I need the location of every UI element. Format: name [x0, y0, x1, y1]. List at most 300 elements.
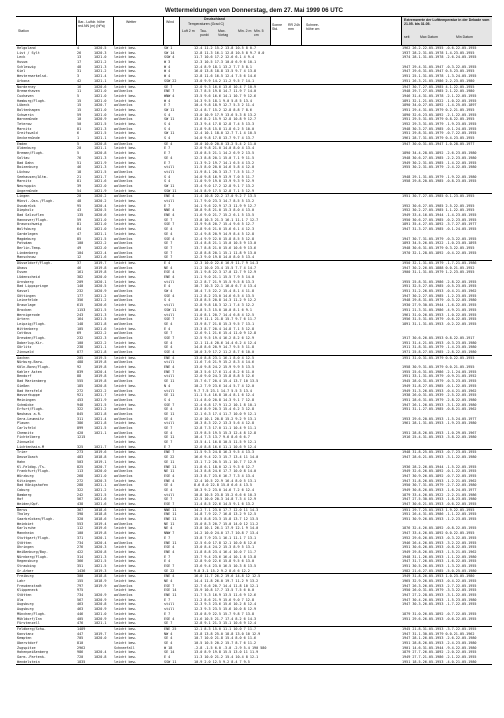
measurements: 11.8 9.8 15.8 11.8 6.2 5 10.0 [194, 126, 255, 131]
station-name: Würzburg [17, 473, 34, 478]
measurements: 13.4 9.0 17.2 12.8 9.1 7 13.2 [194, 183, 255, 188]
air-pressure: 1021.8 [94, 421, 107, 426]
weather: leicht bew. [114, 369, 137, 374]
measurements: 12.0 9.8 21.0 14.0 8.0 4 13.4 [194, 146, 255, 151]
station-name: Bad Marienberg [17, 379, 46, 384]
weather: leicht bew. [114, 607, 137, 612]
station-name: Frankfurt/Flugh. [17, 469, 51, 474]
air-pressure: 1021.2 [94, 293, 107, 298]
air-pressure: 1019.5 [94, 355, 107, 360]
extremes: 1951 28.8.26.05.1953 -2.4.23.05.1980 [402, 640, 477, 645]
extremes: 1946 26.4.26.05.1953 -3.2.22.05.1955 [402, 540, 477, 545]
station-height: 438 [77, 502, 84, 506]
measurements: 13.0 9.8 24.2 15.9 9.9 5 13.5 [194, 365, 255, 370]
station-name: Zinnwald [17, 350, 34, 354]
extremes: 1948 31.1.26.05.1953 -1.1.22.05.1980 [402, 554, 477, 559]
wind: E 7 [164, 444, 171, 449]
extremes: 1947 30.7.31.05.1979 -0.3.22.05.1955 [402, 236, 477, 241]
station-name: Tholey [17, 512, 30, 517]
wind: ESE 14 [164, 588, 177, 593]
air-pressure: 1021.0 [94, 55, 107, 60]
station-height: 975 [77, 588, 84, 593]
measurements: 13.3 9.4 17.8 12.8 7.4 5 13.3 [194, 122, 255, 126]
air-pressure: 1021.0 [94, 611, 107, 616]
measurements: 13.6 9.4 23.0 16.5 10.3 8 13.5 [194, 563, 257, 568]
table-row [16, 445, 492, 450]
wind: E 4 [164, 260, 171, 265]
extremes: 1948 29.1.31.05.1979 -1.9.22.05.1980 [402, 174, 477, 179]
weather: leicht bew. [114, 435, 137, 440]
wind: ENE 7 [164, 89, 175, 94]
col-hoehe: Bar.- Luftdr. höhe red.NN (m) (hPa) [78, 20, 105, 28]
station-name: Ulm [17, 597, 24, 602]
station-height: 18 [77, 169, 82, 174]
extremes: 1951 29.5.31.05.1979 0.8.22.05.1955 [402, 117, 475, 122]
station-height: 273 [77, 450, 84, 455]
station-height: 272 [77, 478, 84, 483]
wind: SE 11 [164, 459, 175, 464]
weather: leicht bew. [114, 355, 137, 360]
air-pressure: 1020.3 [94, 478, 107, 483]
weather: leicht bew. [114, 146, 137, 151]
wind: SE 4 [164, 345, 173, 350]
weather: wolkenlos [114, 416, 133, 421]
station-name: Klippeneck [17, 588, 38, 593]
extremes: 1949 31.8.27.05.1985 -0.1.22.05.1955 [402, 383, 477, 388]
station-height: 356 [77, 298, 84, 303]
extremes: 1947 30.2.26.05.1888 0.0.21.05.1952 [402, 265, 475, 270]
wind: SE 4 [164, 340, 173, 345]
weather: leicht bew. [114, 640, 137, 645]
station-name: Köln-Bonn/Flugh. [17, 365, 51, 370]
station-height: 100 [77, 531, 84, 536]
air-pressure: 1020.2 [94, 194, 107, 199]
col-luft: Luft 2 m [182, 29, 195, 33]
wind: E 7 [164, 103, 171, 108]
air-pressure: 1021.3 [94, 64, 107, 69]
station-name: München/Flugh. [17, 611, 46, 616]
measurements: 11.3 9.2 19.7 14.1 6.5 4 13.2 [194, 160, 255, 165]
wind: W 4 [164, 64, 171, 69]
wind: SSE 7 [164, 402, 175, 407]
station-height: 17 [77, 60, 82, 65]
air-pressure: 1021.4 [94, 74, 107, 79]
station-name: Soltau [17, 155, 30, 160]
air-pressure: 1019.1 [94, 459, 107, 464]
station-group [16, 85, 492, 142]
station-height: 54 [77, 188, 82, 193]
weather: leicht bew. [114, 383, 137, 388]
air-pressure: 1021.2 [94, 298, 107, 303]
extremes: 1952 29.3.31.05.1979 -1.9.23.05.1955 [402, 122, 477, 126]
station-height: 4 [77, 46, 80, 50]
extremes: 1945 28.0.31.05.1979 -0.3.23.05.1955 [402, 379, 477, 384]
station-name: Oldenburg [17, 146, 36, 151]
station-name: Nürburg-Barw. [17, 360, 44, 365]
station-name: Wendelstein [17, 659, 40, 664]
wind: W 4 [164, 69, 171, 74]
extremes: 1956 31.5.31.05.1979 -0.6.22.05.1955 [402, 317, 477, 322]
extremes: 1951 29.6.26.05.1953 -0.6.22.05.1955 [402, 616, 477, 621]
air-pressure: 1020.8 [94, 141, 107, 146]
measurements: 12.6 9.1 21.6 15.4 11.0 9 12.8 [194, 331, 257, 336]
station-name: Deuselbach [17, 455, 38, 460]
station-name: Aachen [17, 355, 30, 360]
weather: wolkenlos [114, 298, 133, 303]
wind: ESE 7 [164, 583, 175, 588]
station-height: 113 [77, 469, 84, 474]
measurements: 14.0 9.8 17.8 13.7 9.7 4 13.7 [194, 136, 255, 141]
weather: wolkenlos [114, 255, 133, 260]
extremes: 1951 18.5.26.05.1953 -4.0.21.05.1980 [402, 659, 477, 664]
station-height: 161 [77, 270, 84, 275]
extremes: 1951 31.4.21.05.1953 -0.3.23.05.1980 [402, 340, 477, 345]
wind: E 7 [164, 597, 171, 602]
station-height: 104 [77, 250, 84, 255]
measurements: 12.2 8.7 21.9 15.5 9.5 8 13.3 [194, 279, 255, 284]
extremes: 1952 30.6.27.05.1985 2.5.22.05.1955 [402, 203, 475, 208]
station-name: Hannover/Flugh. [17, 217, 49, 222]
weather: leicht bew. [114, 55, 137, 60]
station-name: Stuttgart/Flugh. [17, 535, 51, 540]
air-pressure: 1019.8 [94, 360, 107, 365]
wind: ENE 4 [164, 355, 175, 360]
extremes: 1879 27.7.26.05.1892 -2.0.22.05.1955 [402, 650, 477, 655]
air-pressure: 1020.9 [94, 289, 107, 294]
station-height: 135 [77, 213, 84, 218]
station-height: 81 [77, 179, 82, 184]
air-pressure: 1021.5 [94, 559, 107, 564]
station-name: Schleswig [17, 64, 36, 69]
measurements: 10.9 2.0 12.5 9.2 8.4 7 9.5 [194, 659, 250, 664]
weather: leicht bew. [114, 616, 137, 621]
station-height: 42 [77, 78, 82, 83]
col-wind: Wind [166, 20, 174, 24]
measurements: 11.8 8.8 23.4 16.4 10.0 7 11.7 [194, 549, 257, 554]
wind: NE 4 [164, 265, 173, 270]
air-pressure: 1021.5 [94, 426, 107, 430]
extremes: 1951 28.8.26.05.1953 -1.0.29.05.1967 [402, 430, 477, 435]
station-height: 899 [77, 426, 84, 430]
weather: leicht bew. [114, 365, 137, 370]
measurements: 13.0 8.4 24.2 15.3 8.9 5 13.1 [194, 545, 255, 550]
extremes: 1951 26.3.21.05.1986 2.2.23.05.1980 [402, 78, 475, 83]
weather: leicht bew. [114, 487, 137, 492]
extremes: 1947 30.3.26.05.1953 -1.7.22.05.1955 [402, 602, 477, 607]
air-pressure: 1021.0 [94, 98, 107, 103]
station-name: Diepholz [17, 208, 34, 213]
station-name: Helgoland [17, 46, 36, 50]
station-height: 734 [77, 540, 84, 545]
station-name: Lüdenscheid [17, 275, 40, 279]
station-height: 320 [77, 517, 84, 522]
weather: leicht bew. [114, 502, 137, 506]
extremes: 1949 31.3.26.05.1953 -0.4.21.05.1962 [402, 388, 477, 393]
air-pressure: 1018.6 [94, 507, 107, 512]
air-pressure: 1021.9 [94, 397, 107, 402]
weather: leicht bew. [114, 559, 137, 564]
wind: ESE 4 [164, 616, 175, 621]
extremes: 1951 31.1.27.05.1985 -0.8.21.05.1962 [402, 407, 477, 412]
extremes: 1961 28.7.31.05.1979 0.4.23.05.1955 [402, 136, 475, 141]
wind: SW 4 [164, 289, 173, 294]
extremes: 1951 30.9.26.05.1953 -1.2.23.05.1955 [402, 517, 477, 522]
station-height: 15 [77, 107, 82, 112]
col-ext-max: Max Datum [420, 35, 438, 39]
air-pressure: 1021.6 [94, 179, 107, 184]
air-pressure: 1019.4 [94, 521, 107, 526]
station-group [16, 46, 492, 85]
air-pressure: 1021.5 [94, 492, 107, 497]
station-name: Leinefelde [17, 298, 38, 303]
table-row [16, 502, 492, 507]
station-name: Bad Salzuflen [17, 213, 44, 218]
measurements: 11.0 9.9 19.0 13.9 9.3 9 12.9 [194, 179, 255, 184]
wind: SE 11 [164, 411, 175, 416]
station-name: Garm.-Partenk. [17, 655, 46, 659]
measurements: 13.0 8.5 21.1 14.2 6.9 2 13.5 [194, 151, 255, 156]
station-height: 13 [77, 55, 82, 60]
extremes: 1879 33.4.26.05.1922 -2.2.21.05.1986 [402, 492, 477, 497]
measurements: 14.2 7.1 23.0 17.7 12.0 11 14.3 [194, 507, 259, 512]
station-name: Leipzig/Flugh. [17, 321, 46, 326]
measurements: 13.8 7.9 23.1 16.1 11.1 7 13.1 [194, 535, 257, 540]
extremes: 1947 28.1.26.05.1953 -2.6.22.05.1980 [402, 636, 477, 641]
wind: NNW 7 [164, 531, 175, 536]
wind: still [164, 303, 175, 308]
weather: leicht bew. [114, 650, 137, 655]
measurements: 14.8 8.6 20.9 14.7 9.5 5 11.8 [194, 345, 255, 350]
measurements: 15.9 10.8 17.7 13.5 7.5 6 0.0 [194, 588, 255, 593]
measurements: 10.4 7.3 13.7 9.6 8.6 6 6.7 [194, 435, 250, 440]
wind: ENE 4 [164, 213, 175, 218]
station-group [16, 356, 492, 451]
extremes: 1947 31.1.30.05.1979 0.0.21.05.1962 [402, 631, 475, 636]
wind: ENE 11 [164, 540, 177, 545]
weather: leicht bew. [114, 402, 137, 407]
station-height: 810 [77, 640, 84, 645]
air-pressure: 1021.0 [94, 217, 107, 222]
extremes: 1971 25.8.27.05.1985 -2.8.22.05.1980 [402, 350, 477, 354]
col-ext-min: Min Datum [456, 35, 473, 39]
air-pressure: 1020.3 [94, 545, 107, 550]
weather: wolkenlos [114, 379, 133, 384]
measurements: 13.1 7.2 20.5 15.1 10.7 7 12.9 [194, 459, 257, 464]
wind: SE 11 [164, 379, 175, 384]
station-height: 155 [77, 579, 84, 583]
col-rr: RR 24h mm [288, 23, 300, 31]
station-height: 15 [77, 98, 82, 103]
table-row [16, 350, 492, 355]
station-name: Schmücke [17, 402, 34, 407]
wind: still [164, 360, 175, 365]
measurements: 8.6 8.0 22.8 15.0 6.6 4 13.5 [194, 483, 252, 488]
weather: wolkenlos [114, 245, 133, 250]
measurements: 13.0 10.9 17.9 13.6 5.3 8 13.2 [194, 112, 257, 117]
station-name: Göttingen [17, 293, 36, 298]
header-deutschland: Deutschland [204, 17, 226, 21]
station-height: 59 [77, 112, 82, 117]
air-pressure: 1019.8 [94, 379, 107, 384]
wind: ESE 4 [164, 545, 175, 550]
station-height: 797 [77, 583, 84, 588]
extremes: 1948 31.8.25.05.1953 -0.7.23.05.1955 [402, 450, 477, 455]
extremes: 1945 21.8.31.05.1953 -3.7.22.05.1955 [402, 626, 477, 631]
weather: leicht bew. [114, 588, 137, 593]
weather: leicht bew. [114, 208, 137, 213]
station-name: Augsburg [17, 602, 34, 607]
station-name: Fichtelberg [17, 435, 40, 440]
weather: leicht bew. [114, 611, 137, 616]
wind: SSW 4 [164, 55, 175, 60]
weather: wolkenlos [114, 241, 133, 246]
measurements: 13.8 8.5 20.8 14.3 11.2 9 12.2 [194, 298, 257, 303]
extremes: 1951 25.1.31.05.1978 -1.3.24.05.1955 [402, 74, 477, 79]
wind: ENE 4 [164, 549, 175, 554]
wind: SSE 4 [164, 350, 175, 354]
station-height: 398 [77, 512, 84, 517]
station-height: 272 [77, 388, 84, 393]
station-name: Kempten [17, 636, 32, 641]
station-height: 48 [77, 64, 82, 69]
extremes: 1890 34.4.28.05.1892 -2.6.23.05.1980 [402, 151, 477, 156]
wind: SE 7 [164, 497, 173, 502]
air-pressure: 1021.5 [94, 122, 107, 126]
air-pressure: 1021.8 [94, 411, 107, 416]
station-name: Essen [17, 270, 28, 275]
measurements: 12.4 9.8 20.9 14.9 8.4 5 12.8 [194, 231, 255, 236]
wind: SSE 4 [164, 236, 175, 241]
wind: SE 7 [164, 241, 173, 246]
weather: wolkenlos [114, 250, 133, 255]
measurements: 14.4 11.8 26.0 19.7 11.2 9 13.2 [194, 579, 259, 583]
measurements: 11.5 9.3 24.8 16.3 9.5 4 13.3 [194, 450, 255, 455]
station-height: 453 [77, 397, 84, 402]
station-name: Wernigerode [17, 312, 40, 317]
measurements: 12.4 11.2 15.2 13.8 10.5 8 0.7 [194, 46, 257, 50]
measurements: 12.7 6.6 20.7 14.4 11.8 10 12.1 [194, 583, 259, 588]
measurements: 15.7 6.7 20.4 15.4 13.7 10 13.5 [194, 379, 259, 384]
extremes: 1974 28.1.31.05.1978 -2.6.24.05.1955 [402, 55, 477, 60]
measurements: 12.1 8.3 15.0 11.1 10.0 7 11.7 [194, 626, 257, 631]
weather: leicht bew. [114, 512, 137, 517]
station-name: Saarbrücken/Flugh. [17, 517, 55, 522]
wind: SW 11 [164, 107, 175, 112]
weather: wolkenlos [114, 289, 133, 294]
weather: leicht bew. [114, 597, 137, 602]
station-name: Münst.-Osn./Flugh. [17, 199, 55, 203]
weather: leicht bew. [114, 78, 137, 83]
station-height: 140 [77, 284, 84, 289]
air-pressure: 1020.0 [94, 275, 107, 279]
table-row [16, 660, 492, 665]
weather: wolkenlos [114, 350, 133, 354]
wind: E 7 [164, 151, 171, 156]
weather: leicht bew. [114, 312, 137, 317]
weather: leicht bew. [114, 165, 137, 170]
measurements: 10.3 8.3 22.2 13.3 5.6 4 12.8 [194, 421, 255, 426]
station-height: 845 [77, 411, 84, 416]
station-name: Bendorf [17, 374, 32, 379]
measurements: 11.7 10.6 17.2 12.6 6.1 4 9.4 [194, 55, 255, 60]
air-pressure: 1021.9 [94, 188, 107, 193]
air-pressure: 1020.0 [94, 636, 107, 641]
station-height: 46 [77, 265, 82, 270]
col-station: Station [18, 29, 29, 33]
station-name: Brocken [17, 307, 32, 312]
weather: leicht bew. [114, 579, 137, 583]
measurements: 13.8 10.1 26.1 17.9 12.1 9 14.0 [194, 526, 259, 531]
station-group [16, 194, 492, 261]
weather: leicht bew. [114, 421, 137, 426]
wind: E 4 [164, 655, 171, 659]
measurements: 12.3 9.3 23.6 15.6 10.2 8 12.4 [194, 602, 257, 607]
wind: SE 4 [164, 141, 173, 146]
air-pressure: 1021.8 [94, 321, 107, 326]
extremes: 1891 31.1.31.05.1953 -0.2.22.05.1955 [402, 321, 477, 326]
measurements: 11.3 10.0 21.2 15.4 10.4 8 12.1 [194, 655, 259, 659]
measurements: 14.3 9.5 18.1 9.0 5.8 5 13.4 [194, 98, 252, 103]
extremes: 1890 32.6.23.05.1892 -2.1.22.05.1955 [402, 112, 477, 117]
station-height: 948 [77, 402, 84, 407]
measurements: 11.2 8.2 23.0 14.6 6.5 4 13.5 [194, 293, 255, 298]
wind: ESE 7 [164, 563, 175, 568]
air-pressure: 1022.3 [94, 335, 107, 340]
air-pressure: 1021.1 [94, 483, 107, 488]
station-name: Lüchow [17, 169, 30, 174]
extremes: 1949 33.4.16.05.1944 -1.4.23.05.1955 [402, 213, 477, 218]
wind: still [164, 312, 175, 317]
measurements: 12.1 6.3 17.4 11.7 10.0 9 12.1 [194, 411, 257, 416]
measurements: 11.8 6.1 18.0 12.1 9.3 6 12.7 [194, 464, 255, 469]
air-pressure: 1021.7 [94, 444, 107, 449]
station-height: 88 [77, 374, 82, 379]
measurements: 15.5 8.8 23.3 15.8 13.7 12 13.5 [194, 517, 259, 522]
measurements: 12.3 10.0 22.6 16.9 11.7 9 14.3 [194, 260, 259, 265]
station-height: 50 [77, 122, 82, 126]
station-name: Gr.Arber [17, 568, 34, 573]
wind: SE 14 [164, 650, 175, 655]
station-height: 825 [77, 464, 84, 469]
wind: NE 4 [164, 526, 173, 531]
air-pressure: 1019.8 [94, 374, 107, 379]
station-height: 446 [77, 611, 84, 616]
measurements: 12.9 11.1 21.8 15.7 9.7 6 11.7 [194, 317, 257, 322]
station-name: Görlitz [17, 345, 32, 350]
air-pressure: 1022.0 [94, 245, 107, 250]
wind: SSE 7 [164, 222, 175, 227]
weather: wolkenlos [114, 426, 133, 430]
air-pressure: 1022.2 [94, 340, 107, 345]
station-height: 177 [77, 293, 84, 298]
station-name: Warnemünde [17, 117, 38, 122]
station-height: 26 [77, 50, 82, 55]
air-pressure: 1021.0 [94, 222, 107, 227]
station-name: Ueckermünde [17, 136, 40, 141]
extremes: 1950 32.1.31.05.1979 -1.7.21.05.1986 [402, 260, 477, 265]
station-height: 839 [77, 369, 84, 374]
air-pressure: 1021.0 [94, 93, 107, 98]
station-height: 1215 [77, 435, 86, 440]
weather: wolkenlos [114, 89, 133, 94]
station-height: 567 [77, 597, 84, 602]
measurements: 9.8 3.1 15.2 9.2 8.6 6 12.2 [194, 568, 250, 573]
wind: ENE 4 [164, 194, 175, 199]
extremes: 1936 28.2.26.05.1944 -1.5.22.05.1955 [402, 464, 477, 469]
wind: SE 7 [164, 250, 173, 255]
weather: wolkenlos [114, 593, 133, 598]
air-pressure: 1019.8 [94, 270, 107, 275]
